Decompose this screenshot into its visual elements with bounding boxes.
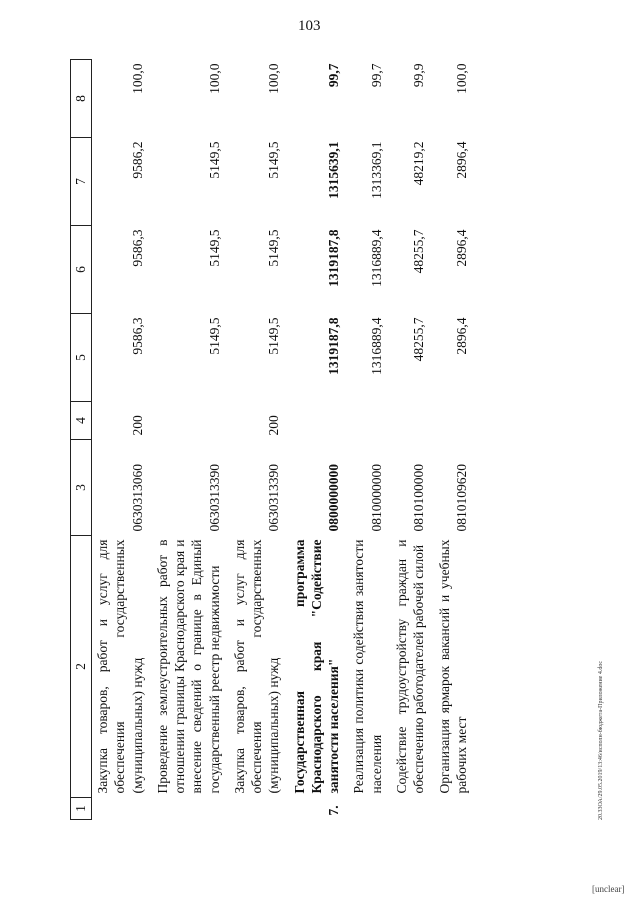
description-cell: Содействие трудоустройству граждан и обеспечению работодателей рабочей силой — [393, 539, 427, 794]
percent-cell: 100,0 — [266, 63, 282, 94]
header-cell: 5 — [71, 314, 92, 402]
vr-cell: 200 — [266, 415, 282, 436]
percent-cell: 99,7 — [368, 63, 384, 88]
table-row — [434, 60, 477, 820]
value-cell: 5149,5 — [266, 317, 282, 355]
vr-cell: 200 — [129, 415, 145, 436]
description-cell: Государственная программа Краснодарского края "Содействие занятости населения" — [291, 539, 342, 794]
value-cell: 48255,7 — [411, 317, 427, 362]
value-cell: 1315639,1 — [326, 141, 342, 199]
vr-cell — [391, 402, 434, 440]
footer-file-path: 20.33ОА/29.05.2019/13:46/исполн-бюджета-Приложение 4.doc — [598, 661, 604, 820]
percent-cell: 100,0 — [129, 63, 145, 94]
row-number-cell — [348, 798, 391, 820]
value-cell: 1316889,4 — [368, 229, 384, 287]
value-cell: 48219,2 — [411, 141, 427, 186]
description-cell: Закупка товаров, работ и услуг для обеспечения государственных (муниципальных) нужд — [95, 539, 145, 794]
description-cell: Организация ярмарок вакансий и учебных рабочих мест — [436, 539, 469, 794]
value-cell: 1316889,4 — [368, 317, 384, 375]
header-cell: 4 — [71, 402, 92, 440]
value-cell: 9586,3 — [129, 229, 145, 267]
page-corner-mark: [unclear] — [592, 884, 625, 894]
value-cell: 48255,7 — [411, 229, 427, 274]
value-cell: 2896,4 — [453, 229, 469, 267]
description-cell: Реализация политики содействия занятости населения — [351, 539, 384, 794]
code-cell: 0810100000 — [411, 464, 427, 532]
page-number: 103 — [298, 18, 321, 34]
code-cell: 0800000000 — [326, 464, 342, 532]
header-cell: 8 — [71, 60, 92, 138]
percent-cell: 99,7 — [326, 63, 342, 88]
percent-cell: 99,9 — [411, 63, 427, 88]
header-cell: 3 — [71, 440, 92, 536]
table-row — [289, 60, 349, 820]
value-cell: 5149,5 — [206, 317, 222, 355]
value-cell: 1313369,1 — [368, 141, 384, 199]
budget-table — [70, 59, 476, 820]
header-cell: 7 — [71, 138, 92, 226]
table-row — [229, 60, 289, 820]
value-cell: 1319187,8 — [326, 317, 342, 375]
percent-cell: 100,0 — [206, 63, 222, 94]
code-cell: 0810109620 — [453, 464, 469, 532]
row-number-cell — [152, 798, 229, 820]
description-cell: Закупка товаров, работ и услуг для обеспечения государственных (муниципальных) нужд — [231, 539, 282, 794]
value-cell: 5149,5 — [206, 229, 222, 267]
row-number-cell — [92, 798, 152, 820]
value-cell: 2896,4 — [453, 317, 469, 355]
code-cell: 0630313060 — [129, 464, 145, 532]
value-cell: 9586,2 — [129, 141, 145, 179]
value-cell: 1319187,8 — [326, 229, 342, 287]
code-cell: 0630313390 — [266, 464, 282, 532]
row-number-cell — [391, 798, 434, 820]
value-cell: 9586,3 — [129, 317, 145, 355]
description-cell: Проведение землеустроительных работ в отношении границы Краснодарского края и внесение сведений о границе в Единый государственный реестр недвижимости — [154, 539, 222, 794]
table-row — [152, 60, 229, 820]
code-cell: 0810000000 — [368, 464, 384, 532]
vr-cell — [152, 402, 229, 440]
row-number-cell — [434, 798, 477, 820]
row-number-cell: 7. — [326, 805, 342, 816]
vr-cell — [289, 402, 349, 440]
vr-cell — [348, 402, 391, 440]
rotated-table-wrapper — [70, 60, 570, 820]
header-row — [71, 60, 92, 820]
code-cell: 0630313390 — [206, 464, 222, 532]
header-cell: 1 — [71, 798, 92, 820]
value-cell: 5149,5 — [206, 141, 222, 179]
header-cell: 2 — [71, 536, 92, 798]
value-cell: 2896,4 — [453, 141, 469, 179]
percent-cell: 100,0 — [453, 63, 469, 94]
vr-cell — [434, 402, 477, 440]
table-row — [92, 60, 152, 820]
table-row — [348, 60, 391, 820]
table-row — [391, 60, 434, 820]
value-cell: 5149,5 — [266, 141, 282, 179]
value-cell: 5149,5 — [266, 229, 282, 267]
row-number-cell — [229, 798, 289, 820]
header-cell: 6 — [71, 226, 92, 314]
